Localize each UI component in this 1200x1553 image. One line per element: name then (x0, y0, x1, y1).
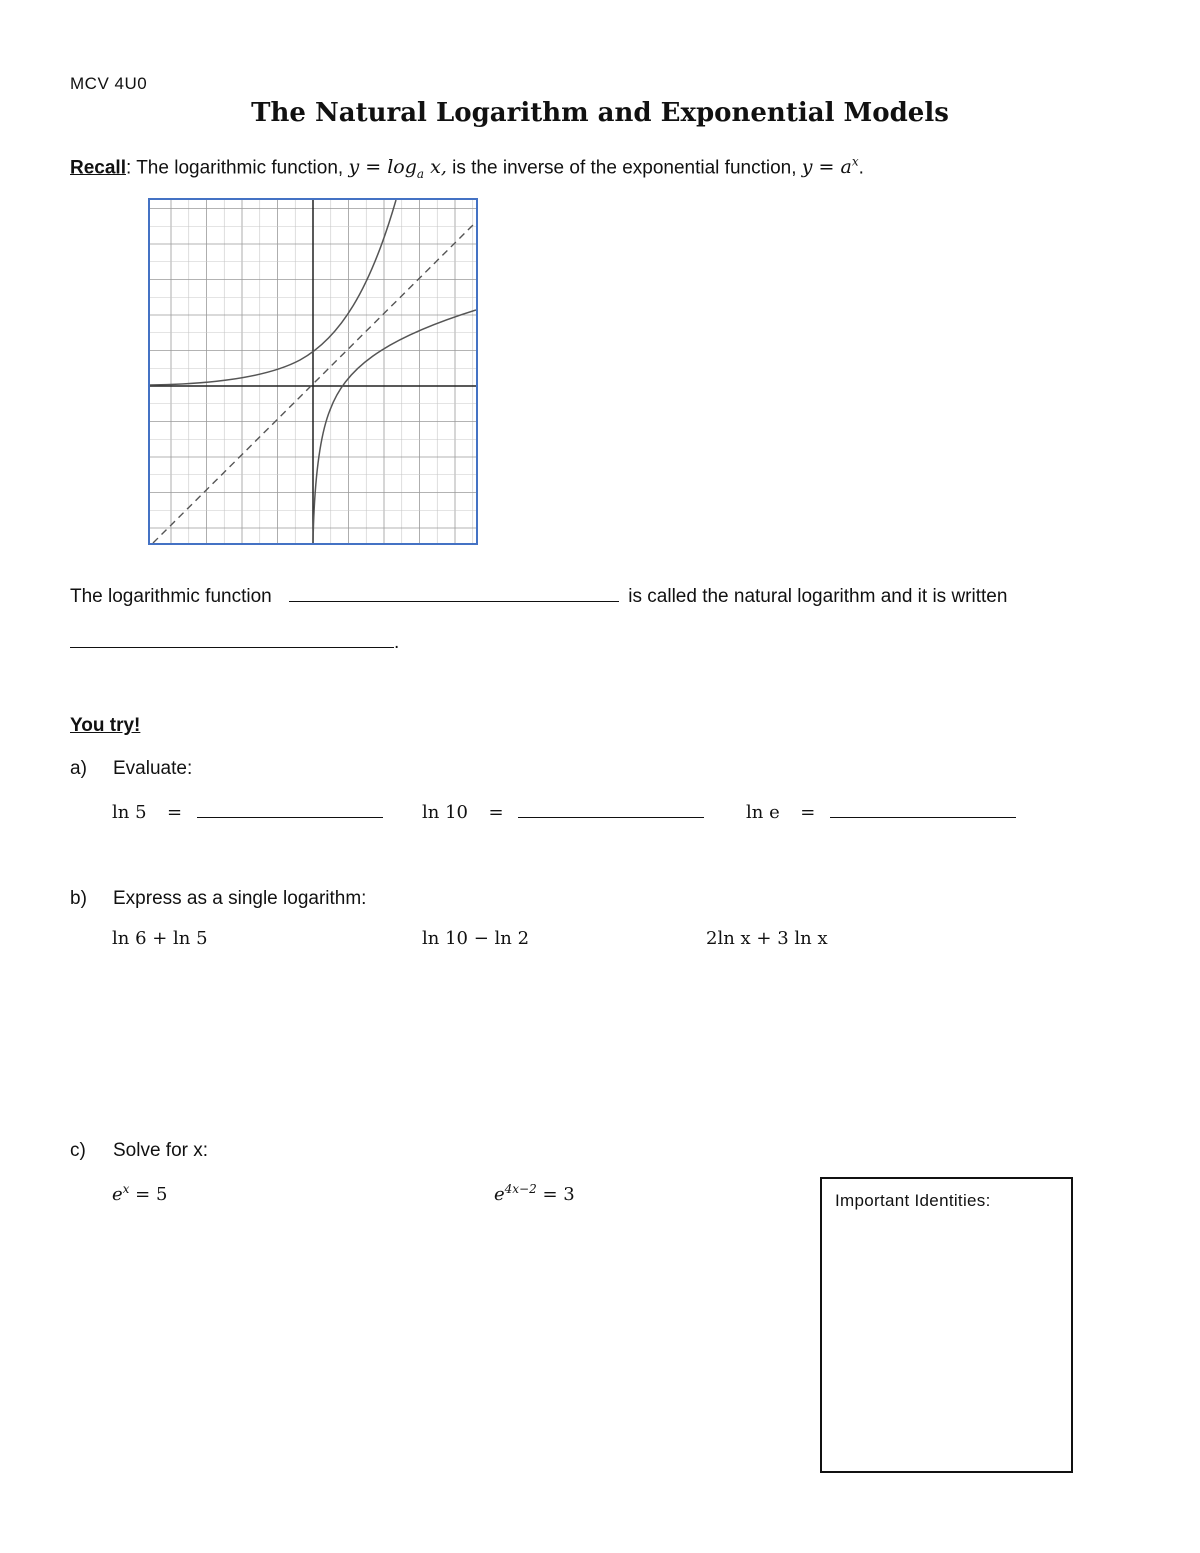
recall-label: Recall (70, 157, 126, 179)
graph-svg (150, 200, 476, 543)
natural-log-function-blank[interactable] (289, 600, 619, 602)
part-b-letter: b) (70, 888, 87, 909)
equation-item: $e^{4x-2} = 3$ (494, 1182, 575, 1205)
equation-item: $e^x = 5$ (112, 1182, 168, 1205)
evaluate-item: ln e = (746, 802, 1016, 823)
part-c-letter: c) (70, 1140, 86, 1161)
natural-log-notation-blank[interactable] (70, 646, 394, 648)
recall-text-before: The logarithmic function, (136, 157, 344, 179)
important-identities-box (820, 1177, 1073, 1473)
part-b-label: Express as a single logarithm: (113, 888, 367, 909)
expression-item: 2ln x + 3 ln x (706, 928, 828, 949)
answer-blank[interactable] (518, 816, 704, 818)
evaluate-item: ln 10 = (422, 802, 704, 823)
page-title: The Natural Logarithm and Exponential Models (251, 98, 949, 128)
exponential-curve (150, 200, 396, 385)
part-a-letter: a) (70, 758, 87, 779)
part-c-label: Solve for x: (113, 1140, 209, 1161)
expression-item: ln 6 + ln 5 (112, 928, 208, 949)
definition-line-1: The logarithmic function is called the natural logarithm and it is written (70, 586, 1008, 607)
logarithmic-curve (313, 310, 476, 543)
recall-line: Recall: The logarithmic function, $y = \log_a x$, is the inverse of the exponential function, $y = a^x$. (70, 155, 864, 182)
answer-blank[interactable] (197, 816, 383, 818)
part-a-label: Evaluate: (113, 758, 193, 779)
evaluate-item: ln 5 = (112, 802, 383, 823)
recall-exp-function: $y = a^x$ (801, 155, 859, 179)
definition-line-2: . (70, 632, 399, 654)
you-try-heading: You try! (70, 715, 141, 736)
answer-blank[interactable] (830, 816, 1016, 818)
important-identities-title: Important Identities: (835, 1191, 991, 1210)
recall-text-middle: is the inverse of the exponential function, (452, 157, 797, 179)
recall-log-function: $y = \log_a x$, (348, 156, 447, 182)
expression-item: ln 10 − ln 2 (422, 928, 530, 949)
graph-figure (148, 198, 478, 545)
course-code: MCV 4U0 (70, 74, 148, 93)
recall-sep: : (125, 157, 132, 179)
